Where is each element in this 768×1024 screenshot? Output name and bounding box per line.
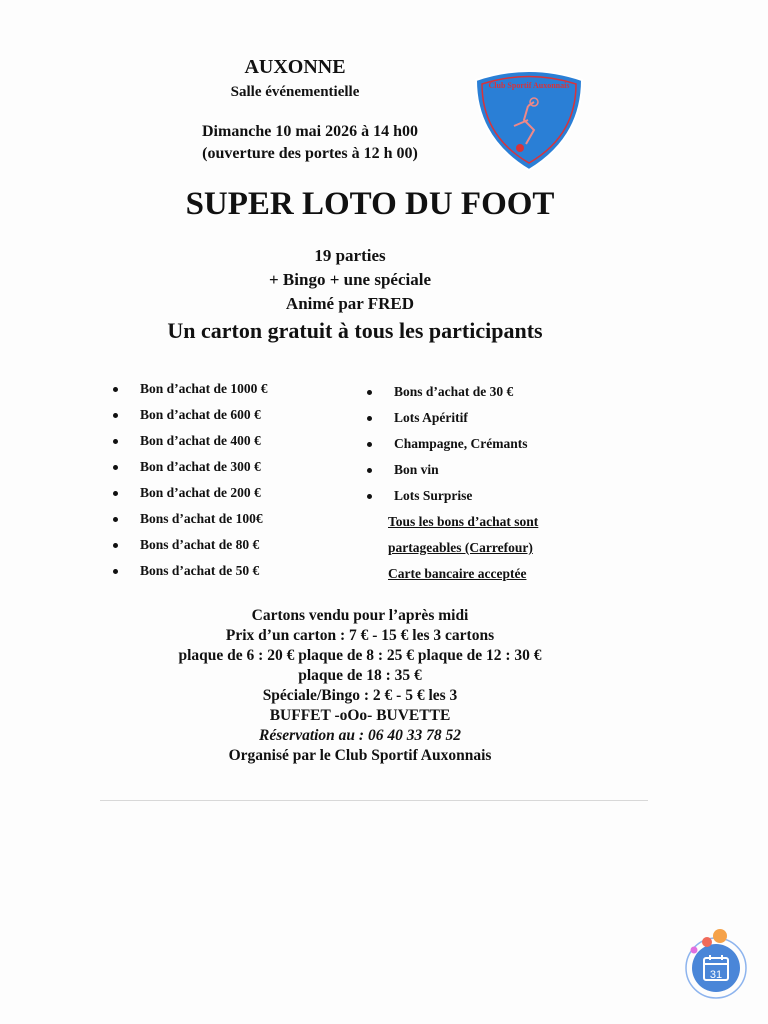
list-item: Bons d’achat de 100€ [108,506,268,532]
list-item: Bon d’achat de 1000 € [108,376,268,402]
bullet-icon [113,387,118,392]
list-item: Bon d’achat de 300 € [108,454,268,480]
host-info: Animé par FRED [285,294,415,313]
bullet-icon [367,442,372,447]
club-logo [470,66,588,172]
divider [100,800,648,801]
note-vouchers: Tous les bons d’achat sont [388,514,539,529]
prize-list-left [108,376,268,584]
event-title: SUPER LOTO DU FOOT [185,186,555,222]
bullet-icon [367,416,372,421]
bullet-icon [113,569,118,574]
list-item: Bon d’achat de 600 € [108,402,268,428]
plaque-prices: plaque de 6 : 20 € plaque de 8 : 25 € plaque de 12 : 30 € [178,647,542,664]
list-item: Bon d’achat de 400 € [108,428,268,454]
list-item: Champagne, Crémants [362,431,538,457]
bullet-icon [367,390,372,395]
buffet-info: BUFFET -oOo- BUVETTE [269,707,451,724]
calendar-widget[interactable] [680,928,752,1000]
list-item: Bons d’achat de 80 € [108,532,268,558]
games-count: 19 parties [314,246,386,265]
svg-text:31: 31 [709,969,723,981]
bullet-icon [367,468,372,473]
calendar-icon [680,928,752,1000]
city-heading: AUXONNE [244,56,346,78]
venue-text: Salle événementielle [230,84,360,100]
special-bingo-price: Spéciale/Bingo : 2 € - 5 € les 3 [262,687,458,704]
organizer-info: Organisé par le Club Sportif Auxonnais [228,747,492,764]
pricing-intro: Cartons vendu pour l’après midi [251,607,469,624]
plaque18-price: plaque de 18 : 35 € [298,667,422,684]
bullet-icon [113,413,118,418]
list-item: Lots Surprise [362,483,538,509]
reservation-phone: Réservation au : 06 40 33 78 52 [259,727,461,744]
bullet-icon [113,439,118,444]
prize-list-right [362,379,538,587]
note-shareable: partageables (Carrefour) [388,540,533,555]
bingo-info: + Bingo + une spéciale [269,270,431,289]
shield-icon [470,66,588,172]
list-item: Bon d’achat de 200 € [108,480,268,506]
doors-open-time: (ouverture des portes à 12 h 00) [202,145,418,162]
event-date: Dimanche 10 mai 2026 à 14 h00 [202,123,418,140]
pricing-section [100,606,620,766]
bullet-icon [113,465,118,470]
bullet-icon [367,494,372,499]
note-card-payment: Carte bancaire acceptée [388,566,527,581]
list-item: Bon vin [362,457,538,483]
bullet-icon [113,517,118,522]
svg-text:Club Sportif Auxonnais: Club Sportif Auxonnais [488,81,570,90]
list-item: Lots Apéritif [362,405,538,431]
carton-price: Prix d’un carton : 7 € - 15 € les 3 cartons [225,627,495,644]
free-card-info: Un carton gratuit à tous les participants [167,318,543,343]
list-item: Bons d’achat de 30 € [362,379,538,405]
bullet-icon [113,491,118,496]
list-item: Bons d’achat de 50 € [108,558,268,584]
bullet-icon [113,543,118,548]
